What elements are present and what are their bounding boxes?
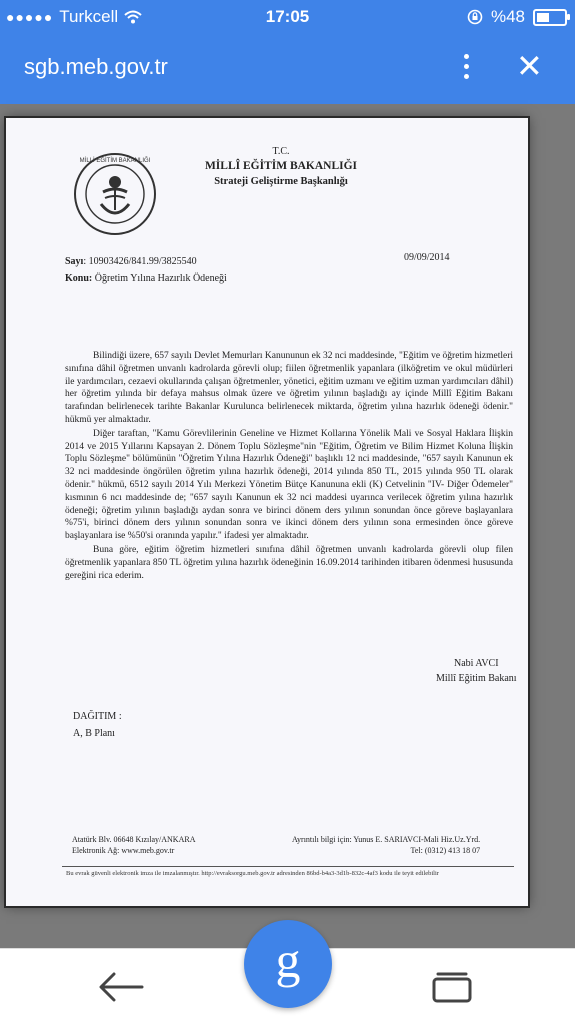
signatory-name: Nabi AVCI	[454, 658, 499, 669]
distribution-value: A, B Planı	[73, 728, 115, 739]
signature-block	[436, 656, 517, 686]
country-label: T.C.	[272, 146, 290, 157]
back-arrow-icon[interactable]	[98, 969, 144, 1005]
clock: 17:05	[265, 7, 310, 26]
e-signature-note: Bu evrak güvenli elektronik imza ile imzalanmıştır. http://evraksorgu.meb.gov.tr adresinden 86bd-b4a3-3d1b-832c-4af3 kodu ile teyit edilebilir	[66, 870, 439, 877]
paragraph-3: Buna göre, eğitim öğretim hizmetleri sınıfına dâhil öğretmen unvanlı kadrolarda görevli olup filen öğretmenlik yapanlara 850 TL öğretim yılına hazırlık ödeneğinin 16.09.2014 tarihinden itibaren ödenmesi hususunda gereğini rica ederim.	[65, 544, 513, 581]
battery-percent: %48	[490, 7, 525, 26]
google-icon[interactable]: g	[244, 920, 332, 1008]
battery-fill	[537, 13, 549, 22]
close-icon[interactable]: ✕	[516, 48, 543, 84]
status-bar	[0, 0, 575, 34]
tabs-icon[interactable]	[432, 971, 472, 1003]
status-right	[467, 7, 567, 27]
distribution-block	[73, 708, 122, 742]
paragraph-2: Diğer taraftan, "Kamu Görevlilerinin Geneline ve Hizmet Kollarına Yönelik Mali ve Sosyal Haklara İlişkin 2014 ve 2015 Yıllarını Kapsayan 2. Dönem Toplu Sözleşme"nin "Eğitim, Öğretim ve Bilim Hizmet Koluna İlişkin Toplu Sözleşme" bölümünün "Öğretim Yılına Hazırlık Ödeneği" başlıklı 12 nci maddesinde, "657 sayılı Kanunun ek 32 nci maddesinde öngörülen öğretim yılına hazırlık ödeneği, 2014 yılında 850 TL, 2015 yılında 950 TL olarak ödenir." hükmü, 6512 sayılı 2014 Yılı Merkezi Yönetim Bütçe Kanununa ekli (K) Cetvelinin "IV- Diğer Ödemeler" kısmının 6 ncı maddesinde de; "657 sayılı Kanunun ek 32 nci maddesi uyarınca verilecek öğretim yılına hazırlık ödeneği; öğretim yılının başladığı aydan sonra ve birinci dönem ders yılının sonundan önce göreve başlayanlara %75'i, birinci dönem ders yılının sonundan sonra ve ikinci dönem ders yılının sona ermesinden önce göreve başlayanlara ise %50'si oranında yapılır." ifadesi yer almaktadır.	[65, 428, 513, 542]
letter-header	[176, 144, 386, 189]
footer-web: Elektronik Ağ: www.meb.gov.tr	[72, 846, 175, 855]
footer-phone: Tel: (0312) 413 18 07	[410, 846, 481, 855]
signal-dots-icon: ●●●●●	[6, 9, 54, 25]
subject-line: Konu: Öğretim Yılına Hazırlık Ödeneği	[65, 273, 227, 284]
department-name: Strateji Geliştirme Başkanlığı	[214, 176, 348, 187]
svg-text:MİLLİ EĞİTİM BAKANLIĞI: MİLLİ EĞİTİM BAKANLIĞI	[79, 158, 151, 164]
footer-contact: Ayrıntılı bilgi için: Yunus E. SARIAVCI-Mali Hiz.Uz.Yrd.	[292, 835, 481, 844]
rotation-lock-icon	[467, 9, 483, 25]
menu-kebab-icon[interactable]	[456, 54, 476, 84]
ministry-seal-logo	[73, 152, 157, 236]
letter-date: 09/09/2014	[404, 252, 450, 263]
browser-toolbar	[0, 34, 575, 104]
footer-divider	[62, 866, 514, 867]
paragraph-1: Bilindiği üzere, 657 sayılı Devlet Memurları Kanununun ek 32 nci maddesinde, "Eğitim ve öğretim hizmetleri sınıfına dâhil öğretmen unvanlı kadrolarda görevli olup; fiilen öğretmenlik yapanlara (ilköğretim ve okul müdürleri ile yardımcıları, cezaevi okullarında çalışan öğretmenler, yönetici, eğitim uzmanı ve eğitim uzman yardımcıları dâhil) her öğretim yılında bir defaya mahsus olmak üzere ve öğretim yılının başladığı ay içinde Millî Eğitim Bakanı tarafından belirlenecek tarihte Bakanlar Kurulunca belirlenecek miktarda, öğretim yılına hazırlık ödeneği ödenir." hükmü yer almaktadır.	[65, 351, 513, 425]
scanned-letter	[6, 118, 528, 906]
signatory-title: Millî Eğitim Bakanı	[436, 673, 517, 684]
footer-address: Atatürk Blv. 06648 Kızılay/ANKARA	[72, 835, 196, 844]
url-text[interactable]: sgb.meb.gov.tr	[24, 54, 168, 79]
distribution-label: DAĞITIM :	[73, 711, 122, 722]
battery-icon	[533, 9, 567, 26]
carrier-label: Turkcell	[59, 7, 119, 26]
ministry-name: MİLLÎ EĞİTİM BAKANLIĞI	[204, 160, 358, 172]
letter-body	[65, 350, 513, 583]
reference-number: Sayı: 10903426/841.99/3825540	[65, 256, 197, 267]
